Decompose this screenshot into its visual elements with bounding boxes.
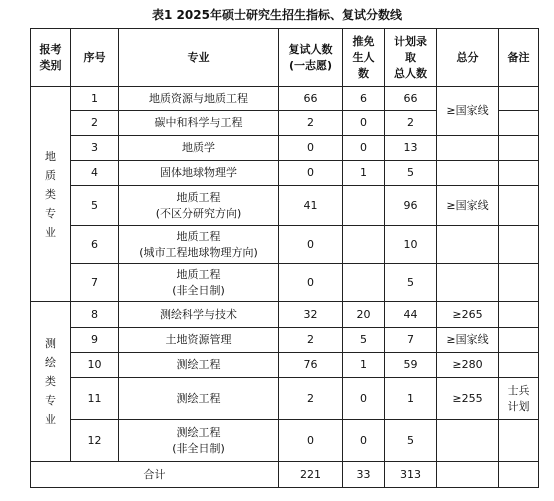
plan-cell: 2: [385, 111, 437, 136]
category-surveying: 测 绘 类 专 业: [31, 302, 71, 462]
score-cell: [437, 226, 499, 264]
score-cell: ≥265: [437, 302, 499, 328]
exempt-cell: 1: [343, 353, 385, 378]
score-cell: [437, 161, 499, 186]
score-cell: [437, 136, 499, 161]
major-cell: 测绘科学与技术: [119, 302, 279, 328]
header-total-score: 总分: [437, 29, 499, 87]
retest-cell: 2: [279, 111, 343, 136]
score-cell: ≥国家线: [437, 186, 499, 226]
totals-label: 合计: [31, 462, 279, 488]
seq-cell: 6: [71, 226, 119, 264]
exempt-cell: 0: [343, 378, 385, 420]
note-cell: [499, 353, 539, 378]
table-row: [31, 302, 539, 328]
seq-cell: 5: [71, 186, 119, 226]
admission-table: [30, 28, 539, 488]
major-cell: 地质学: [119, 136, 279, 161]
seq-cell: 1: [71, 87, 119, 111]
major-cell: 固体地球物理学: [119, 161, 279, 186]
note-cell: [499, 420, 539, 462]
table-row: [31, 328, 539, 353]
header-retest: 复试人数 (一志愿): [279, 29, 343, 87]
retest-cell: 2: [279, 378, 343, 420]
seq-cell: 8: [71, 302, 119, 328]
retest-cell: 0: [279, 136, 343, 161]
seq-cell: 4: [71, 161, 119, 186]
table-row: [31, 136, 539, 161]
header-seq: 序号: [71, 29, 119, 87]
seq-cell: 2: [71, 111, 119, 136]
seq-cell: 12: [71, 420, 119, 462]
table-row: [31, 161, 539, 186]
totals-retest: 221: [279, 462, 343, 488]
exempt-cell: [343, 264, 385, 302]
header-exempt: 推免 生人 数: [343, 29, 385, 87]
retest-cell: 0: [279, 420, 343, 462]
table-row: [31, 186, 539, 226]
totals-note: [499, 462, 539, 488]
exempt-cell: 0: [343, 420, 385, 462]
retest-cell: 41: [279, 186, 343, 226]
major-cell: 地质工程 (非全日制): [119, 264, 279, 302]
major-cell: 测绘工程: [119, 353, 279, 378]
exempt-cell: 6: [343, 87, 385, 111]
totals-score: [437, 462, 499, 488]
exempt-cell: 5: [343, 328, 385, 353]
header-major: 专业: [119, 29, 279, 87]
plan-cell: 13: [385, 136, 437, 161]
note-cell: [499, 136, 539, 161]
plan-cell: 5: [385, 161, 437, 186]
header-category: 报考 类别: [31, 29, 71, 87]
seq-cell: 9: [71, 328, 119, 353]
table-row: [31, 378, 539, 420]
score-cell: [437, 264, 499, 302]
retest-cell: 32: [279, 302, 343, 328]
note-cell: 士兵 计划: [499, 378, 539, 420]
table-row: [31, 226, 539, 264]
totals-exempt: 33: [343, 462, 385, 488]
major-cell: 地质资源与地质工程: [119, 87, 279, 111]
seq-cell: 10: [71, 353, 119, 378]
table-row: [31, 264, 539, 302]
table-row: [31, 420, 539, 462]
seq-cell: 7: [71, 264, 119, 302]
retest-cell: 0: [279, 264, 343, 302]
major-cell: 测绘工程 (非全日制): [119, 420, 279, 462]
exempt-cell: 0: [343, 111, 385, 136]
totals-row: [31, 462, 539, 488]
totals-plan: 313: [385, 462, 437, 488]
plan-cell: 59: [385, 353, 437, 378]
exempt-cell: 1: [343, 161, 385, 186]
score-cell: ≥国家线: [437, 87, 499, 136]
table-row: [31, 87, 539, 111]
plan-cell: 10: [385, 226, 437, 264]
note-cell: [499, 302, 539, 328]
exempt-cell: 20: [343, 302, 385, 328]
plan-cell: 66: [385, 87, 437, 111]
note-cell: [499, 226, 539, 264]
major-cell: 地质工程 (城市工程地球物理方向): [119, 226, 279, 264]
header-row: [31, 29, 539, 87]
plan-cell: 5: [385, 264, 437, 302]
note-cell: [499, 264, 539, 302]
seq-cell: 3: [71, 136, 119, 161]
major-cell: 土地资源管理: [119, 328, 279, 353]
retest-cell: 66: [279, 87, 343, 111]
header-plan: 计划录 取 总人数: [385, 29, 437, 87]
plan-cell: 5: [385, 420, 437, 462]
plan-cell: 1: [385, 378, 437, 420]
category-geology: 地 质 类 专 业: [31, 87, 71, 302]
retest-cell: 2: [279, 328, 343, 353]
table-title: 表1 2025年硕士研究生招生指标、复试分数线: [152, 8, 402, 22]
exempt-cell: [343, 226, 385, 264]
plan-cell: 96: [385, 186, 437, 226]
score-cell: ≥255: [437, 378, 499, 420]
score-cell: ≥280: [437, 353, 499, 378]
plan-cell: 7: [385, 328, 437, 353]
major-cell: 碳中和科学与工程: [119, 111, 279, 136]
exempt-cell: 0: [343, 136, 385, 161]
major-cell: 地质工程 (不区分研究方向): [119, 186, 279, 226]
note-cell: [499, 87, 539, 111]
retest-cell: 0: [279, 226, 343, 264]
score-cell: [437, 420, 499, 462]
note-cell: [499, 186, 539, 226]
exempt-cell: [343, 186, 385, 226]
retest-cell: 0: [279, 161, 343, 186]
seq-cell: 11: [71, 378, 119, 420]
table-row: [31, 353, 539, 378]
plan-cell: 44: [385, 302, 437, 328]
retest-cell: 76: [279, 353, 343, 378]
header-note: 备注: [499, 29, 539, 87]
major-cell: 测绘工程: [119, 378, 279, 420]
note-cell: [499, 111, 539, 136]
score-cell: ≥国家线: [437, 328, 499, 353]
note-cell: [499, 328, 539, 353]
note-cell: [499, 161, 539, 186]
